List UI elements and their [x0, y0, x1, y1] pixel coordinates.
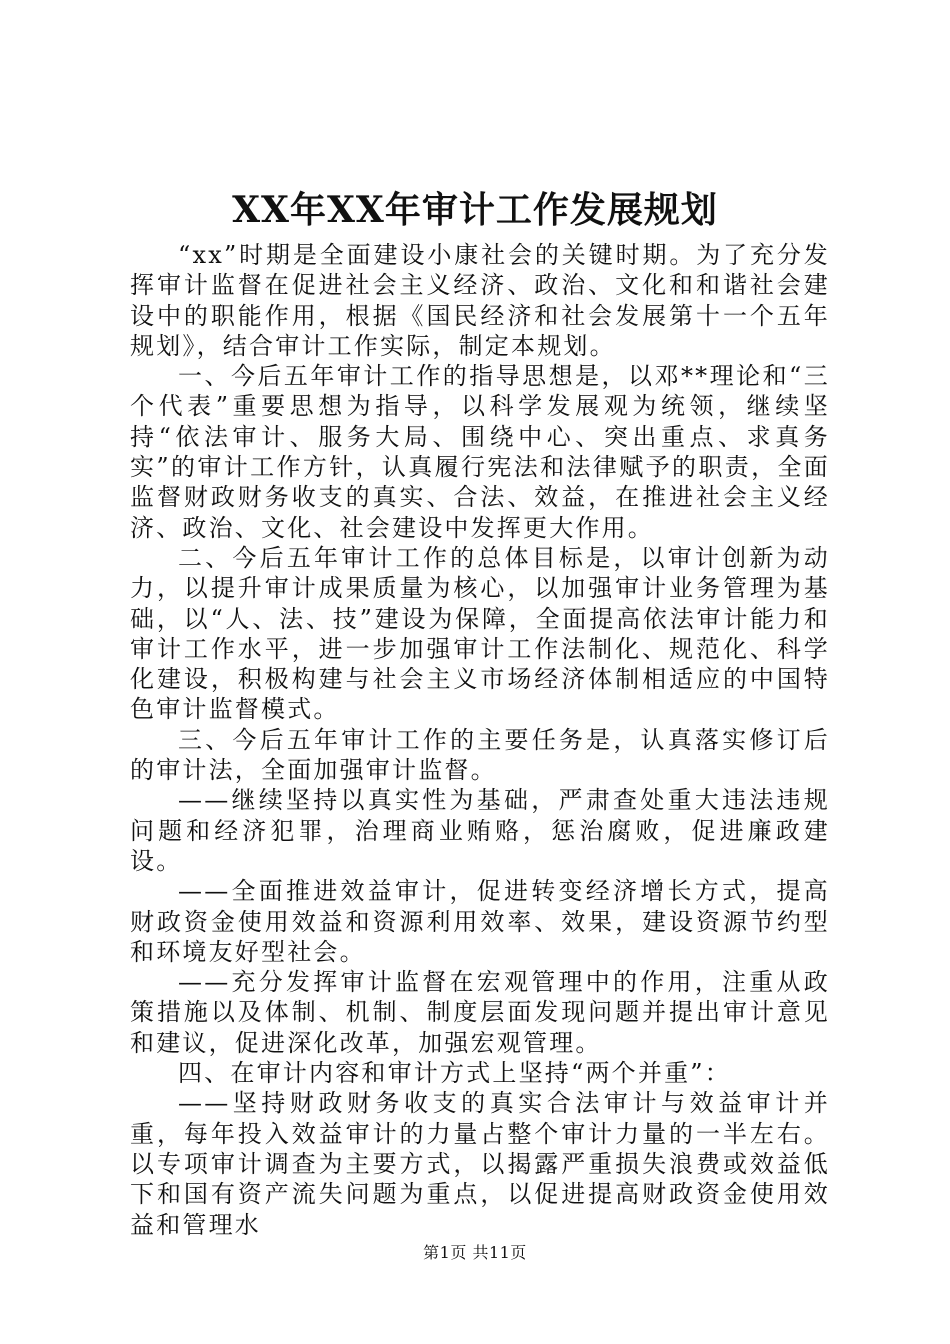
paragraph-guiding-ideology: 一、今后五年审计工作的指导思想是，以邓**理论和“三个代表”重要思想为指导，以科学发展观为统领，继续坚持“依法审计、服务大局、围绕中心、突出重点、求真务实”的审计工作方针，认真履行宪法和法律赋予的职责，全面监督财政财务收支的真实、合法、效益，在推进社会主义经济、政治、文化、社会建设中发挥更大作用。 [130, 362, 830, 542]
paragraph-task-macro: ——充分发挥审计监督在宏观管理中的作用，注重从政策措施以及体制、机制、制度层面发现问题并提出审计意见和建议，促进深化改革，加强宏观管理。 [130, 968, 830, 1057]
paragraph-intro: “xx”时期是全面建设小康社会的关键时期。为了充分发挥审计监督在促进社会主义经济、政治、文化和和谐社会建设中的职能作用，根据《国民经济和社会发展第十一个五年规划》，结合审计工作实际，制定本规划。 [130, 241, 830, 360]
paragraph-emphasis-one: ——坚持财政财务收支的真实合法审计与效益审计并重，每年投入效益审计的力量占整个审计力量的一半左右。以专项审计调查为主要方式，以揭露严重损失浪费或效益低下和国有资产流失问题为重点，以促进提高财政资金使用效益和管理水 [130, 1089, 830, 1239]
paragraph-overall-goal: 二、今后五年审计工作的总体目标是，以审计创新为动力，以提升审计成果质量为核心，以加强审计业务管理为基础，以“人、法、技”建设为保障，全面提高依法审计能力和审计工作水平，进一步加强审计工作法制化、规范化、科学化建设，积极构建与社会主义市场经济体制相适应的中国特色审计监督模式。 [130, 543, 830, 724]
document-title: XX年XX年审计工作发展规划 [232, 189, 718, 231]
paragraph-two-emphases: 四、在审计内容和审计方式上坚持“两个并重”： [178, 1059, 731, 1088]
page-number-footer: 第1页 共11页 [423, 1243, 527, 1262]
paragraph-task-efficiency: ——全面推进效益审计，促进转变经济增长方式，提高财政资金使用效益和资源利用效率、效果，建设资源节约型和环境友好型社会。 [130, 877, 830, 966]
paragraph-task-authenticity: ——继续坚持以真实性为基础，严肃查处重大违法违规问题和经济犯罪，治理商业贿赂，惩治腐败，促进廉政建设。 [130, 786, 830, 875]
paragraph-main-tasks: 三、今后五年审计工作的主要任务是，认真落实修订后的审计法，全面加强审计监督。 [130, 725, 830, 785]
document-body [130, 240, 830, 1240]
